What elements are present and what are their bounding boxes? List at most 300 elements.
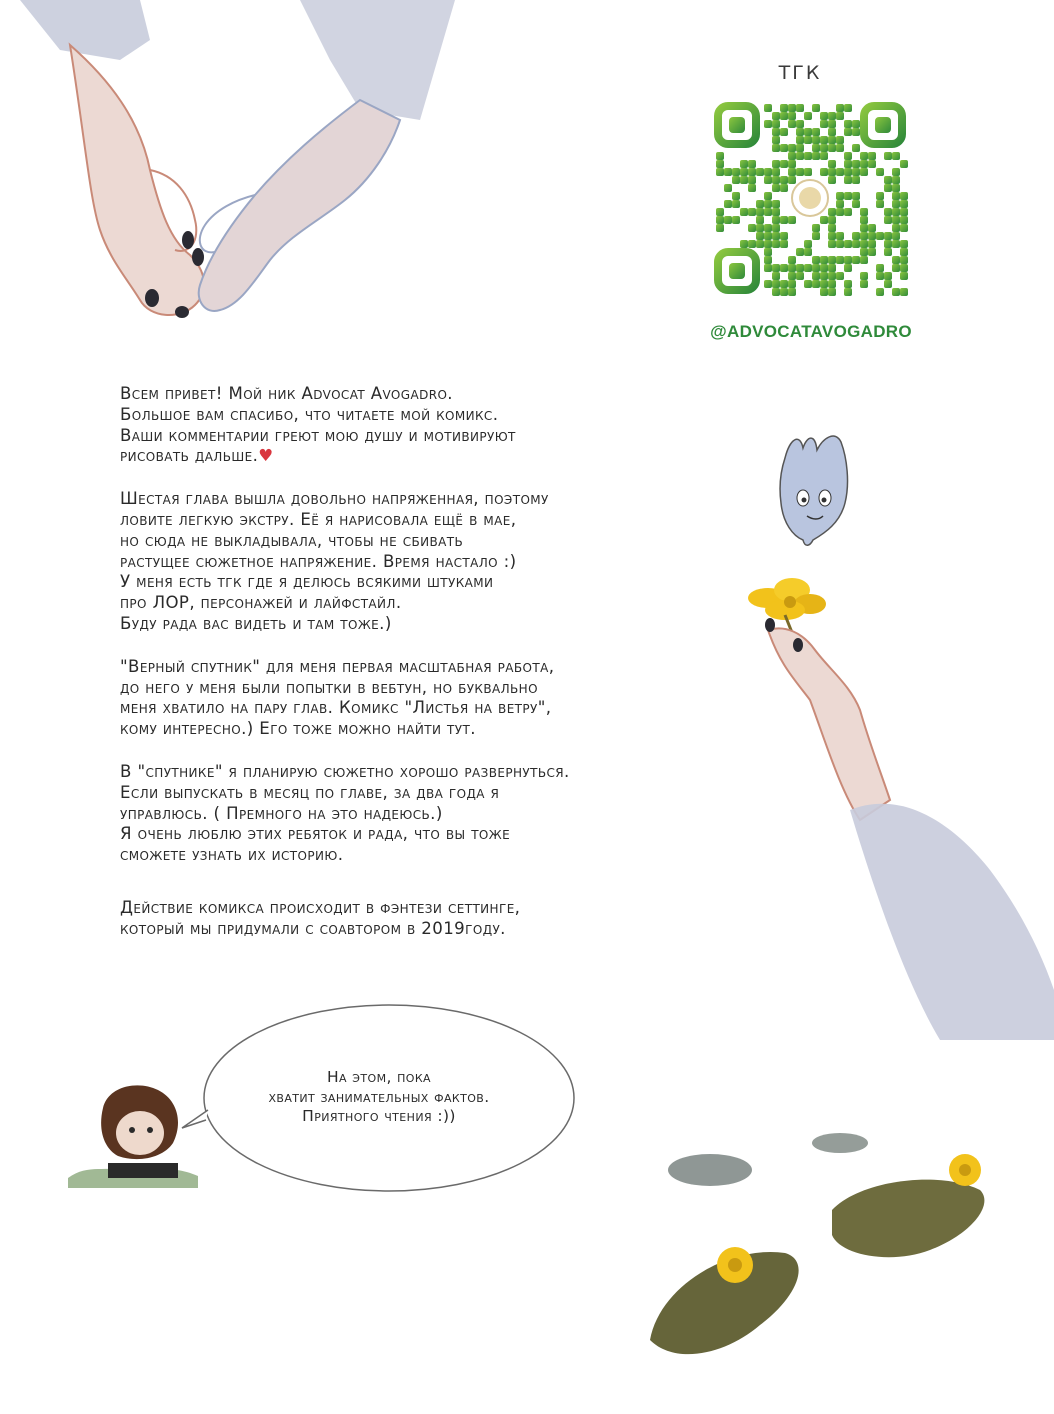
qr-module	[772, 144, 780, 152]
qr-module	[892, 168, 900, 176]
qr-module	[836, 240, 844, 248]
qr-module	[868, 248, 876, 256]
qr-module	[844, 152, 852, 160]
qr-module	[836, 272, 844, 280]
qr-module	[796, 136, 804, 144]
text-line: но сюда не выкладывала, чтобы не сбивать	[120, 530, 464, 550]
yellow-flower	[717, 1247, 753, 1283]
qr-module	[764, 176, 772, 184]
ghost-character-illustration	[775, 428, 865, 548]
qr-module	[844, 256, 852, 264]
qr-module	[828, 160, 836, 168]
qr-module	[788, 280, 796, 288]
heart-icon: ♥	[258, 446, 274, 466]
qr-module	[756, 216, 764, 224]
qr-module	[788, 176, 796, 184]
qr-module	[828, 272, 836, 280]
qr-module	[756, 240, 764, 248]
qr-module	[812, 264, 820, 272]
qr-module	[812, 104, 820, 112]
qr-module	[852, 240, 860, 248]
qr-module	[852, 200, 860, 208]
qr-module	[876, 200, 884, 208]
qr-module	[892, 184, 900, 192]
qr-module	[892, 224, 900, 232]
qr-module	[740, 176, 748, 184]
qr-module	[860, 248, 868, 256]
qr-module	[876, 168, 884, 176]
qr-module	[884, 152, 892, 160]
qr-module	[780, 160, 788, 168]
qr-module	[732, 168, 740, 176]
qr-module	[724, 200, 732, 208]
text-line: ловите легкую экстру. Её я нарисовала ещё в мае,	[120, 509, 517, 529]
qr-module	[868, 160, 876, 168]
qr-module	[884, 184, 892, 192]
qr-module	[764, 256, 772, 264]
qr-module	[884, 208, 892, 216]
qr-module	[796, 128, 804, 136]
qr-module	[740, 168, 748, 176]
text-line: растущее сюжетное напряжение. Время настало :)	[120, 551, 517, 571]
qr-module	[804, 280, 812, 288]
qr-module	[820, 136, 828, 144]
yellow-flower	[949, 1154, 981, 1186]
qr-module	[772, 208, 780, 216]
qr-module	[772, 232, 780, 240]
qr-module	[740, 160, 748, 168]
qr-module	[772, 160, 780, 168]
nail	[765, 618, 775, 632]
qr-module	[732, 176, 740, 184]
qr-module	[804, 240, 812, 248]
qr-module	[892, 200, 900, 208]
qr-module	[772, 168, 780, 176]
qr-module	[884, 272, 892, 280]
qr-module	[852, 128, 860, 136]
qr-module	[756, 224, 764, 232]
qr-module	[716, 168, 724, 176]
qr-module	[844, 208, 852, 216]
nail	[793, 638, 803, 652]
qr-module	[740, 240, 748, 248]
text-line: Буду рада вас видеть и там тоже.)	[120, 613, 392, 633]
qr-module	[748, 240, 756, 248]
qr-module	[892, 232, 900, 240]
qr-module	[812, 128, 820, 136]
paragraph-setting	[120, 898, 740, 940]
qr-module	[812, 224, 820, 232]
qr-module	[724, 184, 732, 192]
qr-module	[716, 224, 724, 232]
qr-module	[788, 152, 796, 160]
text-line: меня хватило на пару глав. Комикс "Листья на ветру",	[120, 698, 552, 718]
qr-module	[852, 160, 860, 168]
qr-module	[844, 280, 852, 288]
author-note	[120, 384, 740, 962]
qr-module	[764, 168, 772, 176]
paragraph-history	[120, 657, 740, 740]
qr-module	[780, 280, 788, 288]
qr-module	[788, 272, 796, 280]
qr-module	[788, 288, 796, 296]
qr-module	[772, 280, 780, 288]
text-line: "Верный спутник" для меня первая масштабная работа,	[120, 656, 555, 676]
qr-module	[820, 112, 828, 120]
qr-module	[900, 200, 908, 208]
qr-module	[884, 280, 892, 288]
qr-label: ТГК	[778, 62, 822, 84]
qr-module	[788, 264, 796, 272]
qr-module	[900, 264, 908, 272]
qr-module	[772, 216, 780, 224]
qr-module	[820, 120, 828, 128]
qr-module	[804, 248, 812, 256]
qr-module	[844, 264, 852, 272]
qr-module	[804, 168, 812, 176]
qr-module	[764, 232, 772, 240]
qr-module	[796, 168, 804, 176]
qr-module	[780, 128, 788, 136]
qr-module	[788, 112, 796, 120]
qr-module	[772, 128, 780, 136]
qr-module	[732, 192, 740, 200]
qr-module	[900, 192, 908, 200]
qr-module	[836, 112, 844, 120]
qr-module	[716, 160, 724, 168]
qr-module	[796, 104, 804, 112]
telegram-handle[interactable]: @ADVOCATAVOGADRO	[710, 322, 912, 341]
qr-module	[804, 152, 812, 160]
qr-module	[772, 288, 780, 296]
qr-module	[772, 112, 780, 120]
left-sleeve	[20, 0, 150, 60]
qr-module	[812, 152, 820, 160]
qr-module	[844, 168, 852, 176]
qr-module	[772, 184, 780, 192]
qr-module	[820, 264, 828, 272]
qr-module	[876, 288, 884, 296]
qr-module	[892, 240, 900, 248]
qr-module	[860, 168, 868, 176]
nail	[175, 306, 189, 318]
sleeve	[850, 804, 1054, 1040]
qr-module	[780, 240, 788, 248]
bubble-line: Приятного чтения :))	[302, 1107, 456, 1125]
left-hand	[70, 45, 204, 315]
text-line: В "спутнике" я планирую сюжетно хорошо развернуться.	[120, 761, 570, 781]
qr-module	[900, 288, 908, 296]
qr-module	[852, 168, 860, 176]
qr-module	[788, 216, 796, 224]
qr-module	[780, 144, 788, 152]
text-line: Всем привет! Мой ник Advocat Avogadro.	[120, 384, 453, 403]
qr-module	[812, 144, 820, 152]
bubble-line: На этом, пока	[327, 1068, 431, 1086]
qr-module	[884, 248, 892, 256]
qr-module	[764, 104, 772, 112]
qr-module	[828, 224, 836, 232]
paragraph-greeting	[120, 384, 740, 467]
qr-module	[764, 240, 772, 248]
qr-module	[868, 240, 876, 248]
qr-module	[828, 136, 836, 144]
qr-module	[764, 200, 772, 208]
qr-module	[748, 224, 756, 232]
qr-module	[884, 240, 892, 248]
qr-module	[764, 280, 772, 288]
qr-module	[900, 160, 908, 168]
qr-module	[796, 120, 804, 128]
qr-module	[836, 256, 844, 264]
text-line: управлюсь. ( Премного на это надеюсь.)	[120, 803, 443, 823]
qr-module	[828, 256, 836, 264]
qr-module	[860, 208, 868, 216]
qr-module	[844, 288, 852, 296]
qr-module	[772, 176, 780, 184]
qr-module	[756, 168, 764, 176]
lily-pads-illustration	[640, 1125, 1000, 1370]
qr-module	[876, 264, 884, 272]
qr-module	[900, 256, 908, 264]
qr-module	[788, 168, 796, 176]
qr-module	[892, 208, 900, 216]
qr-module	[796, 152, 804, 160]
qr-module	[900, 224, 908, 232]
qr-module	[828, 208, 836, 216]
telegram-qr-code[interactable]	[712, 100, 908, 296]
text-line: кому интересно.) Его тоже можно найти тут.	[120, 719, 476, 739]
qr-module	[732, 200, 740, 208]
qr-module	[772, 120, 780, 128]
text-line: Действие комикса происходит в фэнтези сеттинге,	[120, 897, 521, 917]
bubble-line: хватит занимательных фактов.	[268, 1087, 490, 1106]
qr-module	[796, 248, 804, 256]
text-line: про ЛОР, персонажей и лайфстайл.	[120, 593, 402, 613]
qr-module	[844, 192, 852, 200]
qr-module	[724, 216, 732, 224]
qr-module	[860, 256, 868, 264]
nail	[145, 289, 159, 307]
text-line: Шестая глава вышла довольно напряженная, поэтому	[120, 489, 549, 509]
qr-module	[788, 160, 796, 168]
qr-module	[836, 208, 844, 216]
qr-module	[892, 192, 900, 200]
qr-module	[764, 224, 772, 232]
nail	[192, 248, 204, 266]
qr-module	[828, 168, 836, 176]
paragraph-chapter	[120, 489, 740, 635]
text-line: Я очень люблю этих ребяток и рада, что вы тоже	[120, 824, 511, 844]
qr-module	[804, 112, 812, 120]
qr-module	[820, 272, 828, 280]
qr-module	[900, 208, 908, 216]
qr-module	[764, 208, 772, 216]
qr-module	[748, 208, 756, 216]
qr-module	[884, 176, 892, 184]
qr-module	[852, 192, 860, 200]
text-line: У меня есть тгк где я делюсь всякими штуками	[120, 572, 494, 592]
qr-module	[796, 272, 804, 280]
qr-module	[892, 216, 900, 224]
qr-module	[788, 256, 796, 264]
qr-module	[836, 192, 844, 200]
qr-module	[828, 232, 836, 240]
qr-module	[804, 136, 812, 144]
qr-module	[812, 232, 820, 240]
text-line: рисовать дальше.	[120, 446, 259, 466]
qr-module	[844, 160, 852, 168]
heart-hands-illustration	[0, 0, 460, 330]
text-line: Если выпускать в месяц по главе, за два года я	[120, 782, 500, 802]
arm-skin	[768, 628, 890, 820]
qr-module	[828, 112, 836, 120]
author-avatar-illustration	[68, 1078, 198, 1188]
qr-module	[812, 136, 820, 144]
qr-module	[716, 208, 724, 216]
qr-module	[796, 264, 804, 272]
qr-module	[748, 184, 756, 192]
qr-module	[900, 216, 908, 224]
qr-module	[876, 272, 884, 280]
qr-module	[820, 288, 828, 296]
nail	[182, 231, 194, 249]
qr-module	[852, 232, 860, 240]
qr-module	[836, 168, 844, 176]
qr-module	[836, 200, 844, 208]
qr-module	[748, 176, 756, 184]
qr-module	[772, 240, 780, 248]
qr-module	[788, 144, 796, 152]
qr-module	[772, 224, 780, 232]
qr-module	[780, 288, 788, 296]
qr-module	[900, 248, 908, 256]
qr-module	[884, 232, 892, 240]
qr-module	[716, 152, 724, 160]
qr-module	[772, 136, 780, 144]
qr-module	[780, 112, 788, 120]
qr-module	[772, 264, 780, 272]
qr-module	[844, 240, 852, 248]
qr-module	[820, 216, 828, 224]
speech-bubble-text	[222, 1068, 536, 1127]
qr-module	[828, 176, 836, 184]
qr-module	[820, 144, 828, 152]
qr-module	[796, 144, 804, 152]
qr-module	[780, 216, 788, 224]
qr-module	[780, 264, 788, 272]
qr-module	[804, 264, 812, 272]
qr-module	[764, 120, 772, 128]
qr-module	[844, 120, 852, 128]
qr-module	[876, 232, 884, 240]
qr-module	[900, 272, 908, 280]
qr-module	[772, 272, 780, 280]
qr-module	[868, 232, 876, 240]
qr-module	[780, 104, 788, 112]
qr-module	[820, 280, 828, 288]
qr-module	[772, 200, 780, 208]
qr-module	[844, 104, 852, 112]
qr-module	[756, 200, 764, 208]
qr-module	[844, 176, 852, 184]
qr-module	[756, 232, 764, 240]
qr-module	[852, 144, 860, 152]
qr-module	[860, 240, 868, 248]
qr-module	[732, 216, 740, 224]
qr-module	[868, 152, 876, 160]
qr-module	[812, 256, 820, 264]
qr-module	[892, 176, 900, 184]
qr-module	[764, 248, 772, 256]
qr-module	[828, 288, 836, 296]
qr-module	[828, 264, 836, 272]
qr-module	[716, 216, 724, 224]
qr-module	[900, 240, 908, 248]
qr-module	[780, 176, 788, 184]
qr-module	[820, 168, 828, 176]
qr-module	[892, 256, 900, 264]
qr-module	[892, 264, 900, 272]
qr-module	[740, 208, 748, 216]
arm-holding-flower-illustration	[740, 570, 1054, 1040]
qr-module	[876, 192, 884, 200]
text-line: Ваши комментарии греют мою душу и мотивируют	[120, 425, 516, 445]
qr-module	[836, 232, 844, 240]
text-line: до него у меня были попытки в вебтун, но буквально	[120, 677, 538, 697]
qr-module	[804, 128, 812, 136]
qr-module	[764, 264, 772, 272]
qr-module	[828, 120, 836, 128]
qr-module	[836, 136, 844, 144]
qr-module	[788, 120, 796, 128]
qr-module	[828, 144, 836, 152]
qr-module	[764, 192, 772, 200]
right-sleeve	[300, 0, 455, 120]
qr-module	[828, 128, 836, 136]
qr-module	[812, 280, 820, 288]
qr-module	[828, 216, 836, 224]
qr-module	[748, 160, 756, 168]
qr-module	[868, 224, 876, 232]
qr-module	[860, 232, 868, 240]
qr-module	[860, 272, 868, 280]
qr-module	[828, 280, 836, 288]
text-line: сможете узнать их историю.	[120, 845, 344, 865]
qr-module	[812, 272, 820, 280]
qr-module	[828, 240, 836, 248]
qr-module	[724, 168, 732, 176]
qr-module	[788, 104, 796, 112]
text-line: Большое вам спасибо, что читаете мой комикс.	[120, 404, 499, 424]
qr-module	[820, 152, 828, 160]
qr-module	[844, 128, 852, 136]
qr-module	[884, 216, 892, 224]
qr-module	[756, 208, 764, 216]
qr-module	[860, 224, 868, 232]
qr-module	[820, 256, 828, 264]
qr-module	[852, 256, 860, 264]
qr-module	[860, 280, 868, 288]
qr-module	[860, 160, 868, 168]
qr-module	[836, 104, 844, 112]
qr-module	[860, 216, 868, 224]
qr-module	[836, 144, 844, 152]
qr-module	[780, 184, 788, 192]
qr-module	[860, 152, 868, 160]
paragraph-plans	[120, 762, 740, 866]
text-line: который мы придумали с соавтором в 2019году.	[120, 918, 506, 938]
